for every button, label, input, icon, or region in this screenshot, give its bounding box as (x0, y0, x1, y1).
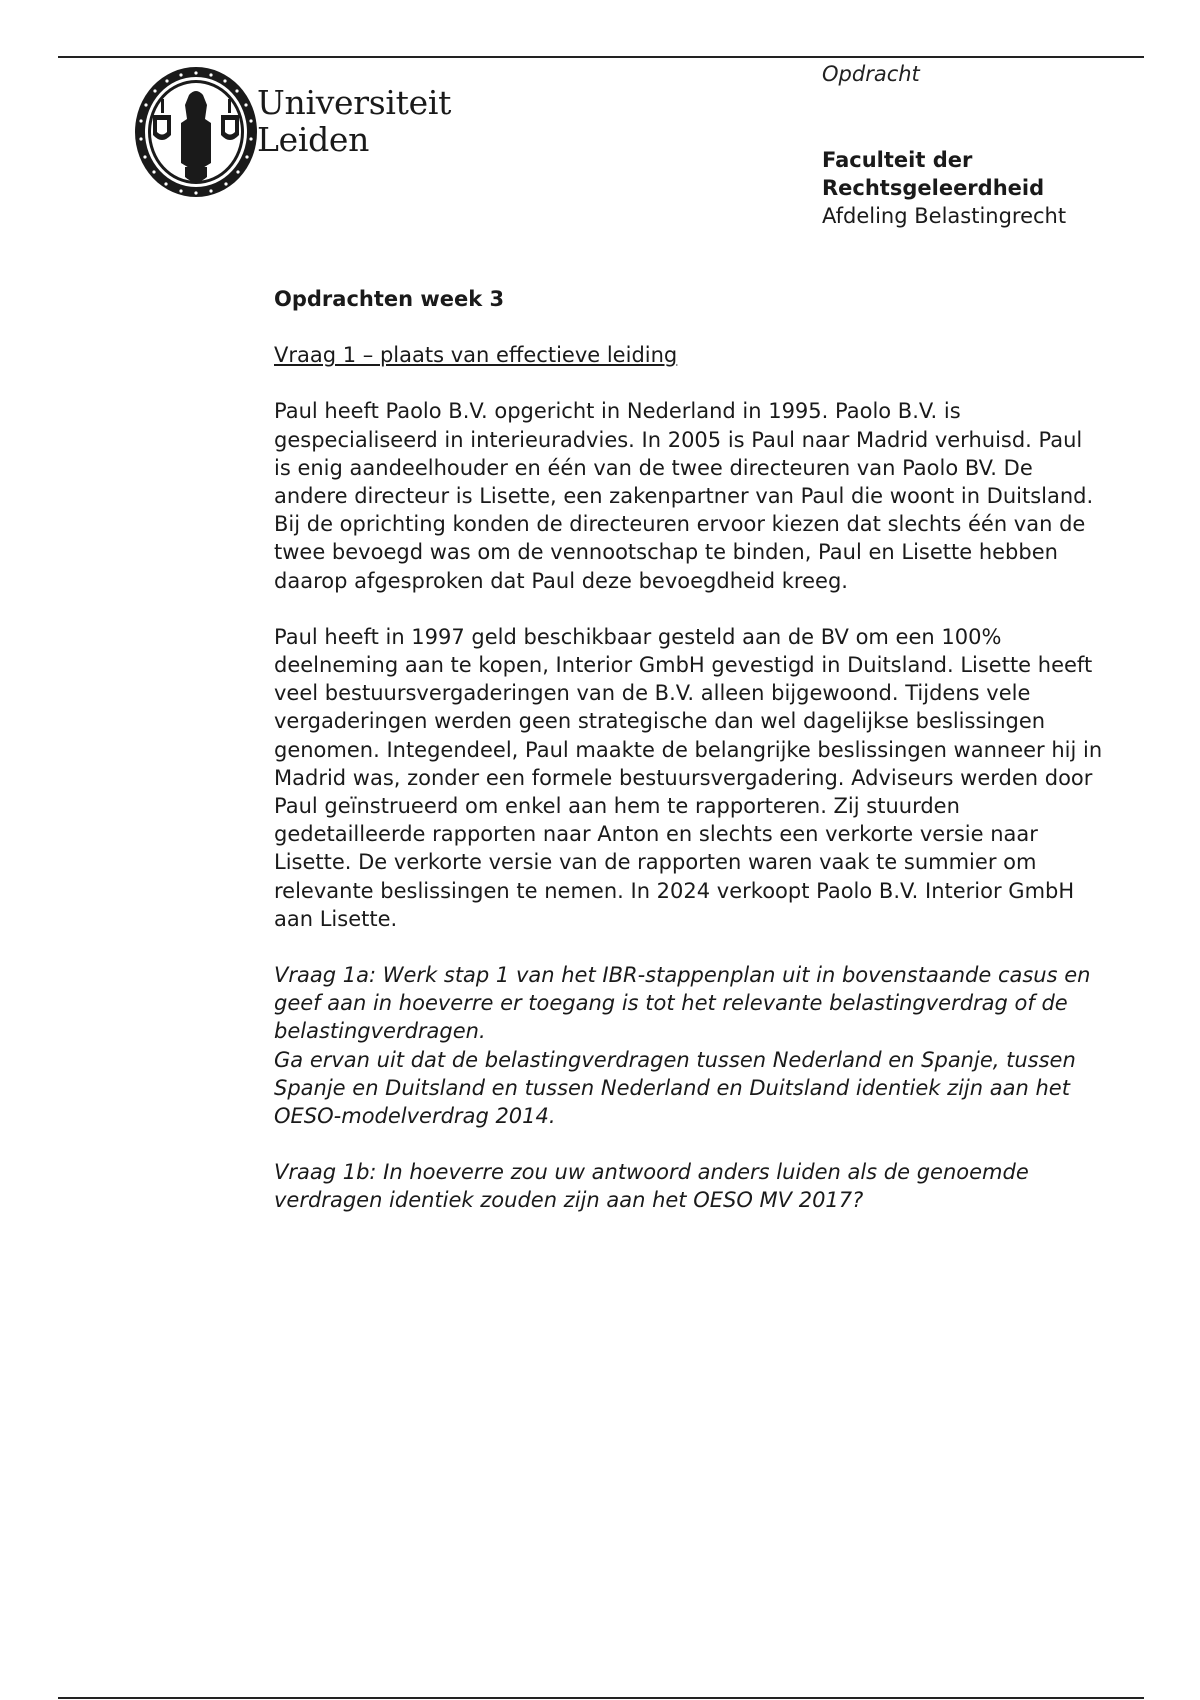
faculty-name-line-2: Rechtsgeleerdheid (822, 176, 1045, 200)
page-title: Opdrachten week 3 (274, 287, 505, 311)
document-body (274, 285, 1104, 1243)
header-rule (58, 56, 1144, 58)
university-seal-icon (133, 65, 259, 199)
wordmark-line-1: Universiteit (257, 83, 452, 122)
case-paragraph-2: Paul heeft in 1997 geld beschikbaar gesteld aan de BV om een 100% deelneming aan te kopen, Interior GmbH gevestigd in Duitsland. Lisette heeft veel bestuursvergaderingen van de B.V. alleen bijgewoond. Tijdens vele vergaderingen werden geen strategische dan wel dagelijkse beslissingen genomen. Integendeel, Paul maakte de belangrijke beslissingen wanneer hij in Madrid was, zonder een formele bestuursvergadering. Adviseurs werden door Paul geïnstrueerd om enkel aan hem te rapporteren. Zij stuurden gedetailleerde rapporten naar Anton en slechts een verkorte versie naar Lisette. De verkorte versie van de rapporten waren vaak te summier om relevante beslissingen te nemen. In 2024 verkoopt Paolo B.V. Interior GmbH aan Lisette. (274, 624, 1103, 931)
question-1a-block (274, 961, 1104, 1130)
case-paragraph-1: Paul heeft Paolo B.V. opgericht in Nederland in 1995. Paolo B.V. is gespecialiseerd in interieuradvies. In 2005 is Paul naar Madrid verhuisd. Paul is enig aandeelhouder en één van de twee directeuren van Paolo BV. De andere directeur is Lisette, een zakenpartner van Paul die woont in Duitsland. Bij de oprichting konden de directeuren ervoor kiezen dat slechts één van de twee bevoegd was om de vennootschap te binden, Paul en Lisette hebben daarop afgesproken dat Paul deze bevoegdheid kreeg. (274, 399, 1094, 593)
document-type-label: Opdracht (822, 62, 920, 86)
wordmark-line-2: Leiden (257, 120, 370, 159)
department-name: Afdeling Belastingrecht (822, 204, 1067, 228)
footer-rule (58, 1697, 1144, 1699)
question-1b: Vraag 1b: In hoeverre zou uw antwoord anders luiden als de genoemde verdragen identiek zouden zijn aan het OESO MV 2017? (274, 1160, 1029, 1213)
section-heading: Vraag 1 – plaats van effectieve leiding (274, 343, 678, 368)
question-1a: Vraag 1a: Werk stap 1 van het IBR-stappenplan uit in bovenstaande casus en geef aan in hoeverre er toegang is tot het relevante belastingverdrag of de belastingverdragen. (274, 963, 1091, 1044)
question-1a-note: Ga ervan uit dat de belastingverdragen tussen Nederland en Spanje, tussen Spanje en Duitsland en tussen Nederland en Duitsland identiek zijn aan het OESO-modelverdrag 2014. (274, 1047, 1076, 1129)
faculty-block (822, 146, 1066, 230)
faculty-name-line-1: Faculteit der (822, 148, 973, 172)
university-wordmark (257, 84, 451, 158)
